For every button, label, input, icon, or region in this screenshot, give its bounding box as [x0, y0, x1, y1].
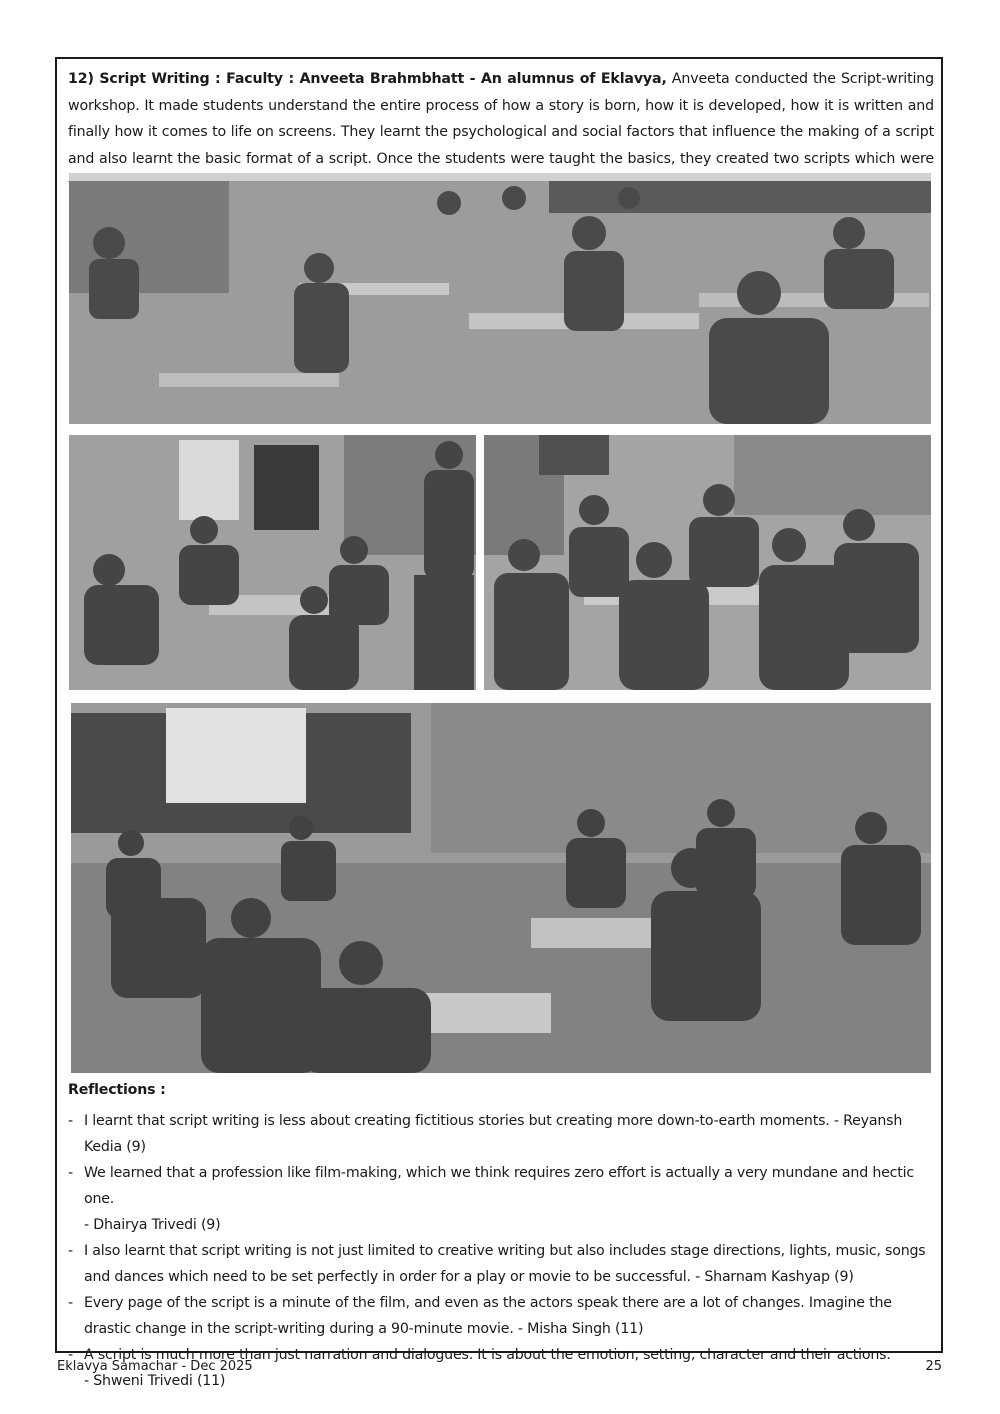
photo-classroom-screen [71, 703, 931, 1073]
footer-publication: Eklavya Samachar - Dec 2025 [57, 1359, 253, 1374]
reflection-author: - Dhairya Trivedi (9) [84, 1217, 221, 1233]
reflection-author: - Shweni Trivedi (11) [84, 1373, 226, 1389]
reflection-text: I also learnt that script writing is not just limited to creative writing but also includes stage directions, lights, music, songs and dances which need to be set perfectly in order for a play or movie to be successful. - Sharnam Kashyap (9) [84, 1243, 926, 1285]
reflection-item [68, 1238, 936, 1290]
reflections-heading: Reflections : [68, 1082, 166, 1098]
reflection-text: Every page of the script is a minute of the film, and even as the actors speak there are a lot of changes. Imagine the drastic change in the script-writing during a 90-minute movie. - Misha Singh (11) [84, 1295, 892, 1337]
reflections-list [68, 1108, 936, 1394]
article-body: Anveeta conducted the Script-writing workshop. It made students understand the entire process of how a story is born, how it is developed, how it is written and finally how it comes to life on screens. They learnt the psychological and social factors that influence the making of a script and also learnt the basic format of a script. Once the students were taught the basics, they created two scripts which were [68, 71, 934, 167]
reflection-text: A script is much more than just narration and dialogues. It is about the emotion, setting, character and their actions. [84, 1347, 891, 1363]
photo-group-discussion [484, 435, 931, 690]
photo-faculty-with-group [69, 435, 476, 690]
reflection-item [68, 1160, 936, 1238]
reflections-section [68, 1078, 936, 1394]
photo-classroom-students [69, 173, 931, 424]
footer-page-number: 25 [925, 1359, 942, 1374]
reflection-text: I learnt that script writing is less about creating fictitious stories but creating more down-to-earth moments. - Reyansh Kedia (9) [84, 1113, 903, 1155]
article-title: 12) Script Writing : Faculty : Anveeta Brahmbhatt - An alumnus of Eklavya, [68, 71, 667, 87]
reflection-item [68, 1108, 936, 1160]
reflection-item [68, 1290, 936, 1342]
reflection-text: We learned that a profession like film-making, which we think requires zero effort is actually a very mundane and hectic one. [84, 1165, 914, 1207]
